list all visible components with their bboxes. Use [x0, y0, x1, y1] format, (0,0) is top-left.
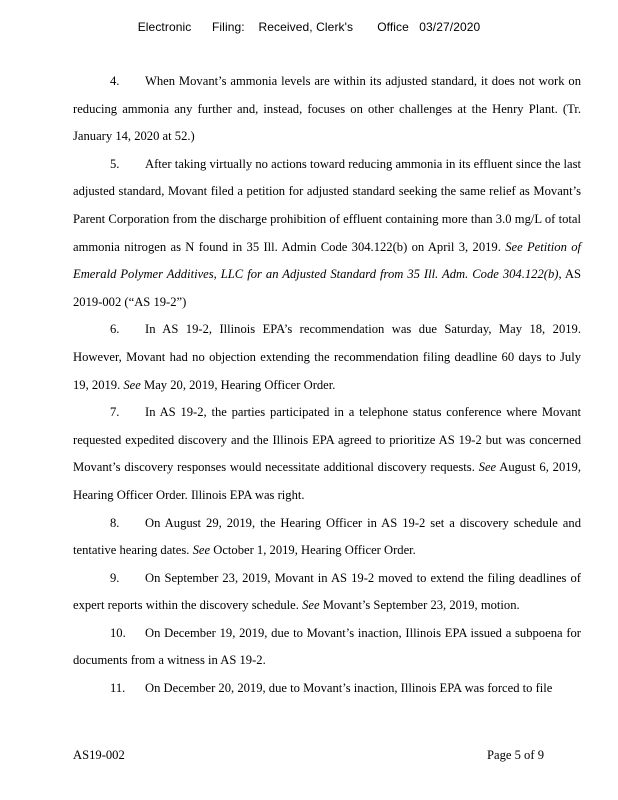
header-electronic: Electronic — [137, 20, 192, 34]
paragraph-number: 9. — [110, 570, 120, 585]
header-filing: Filing: — [211, 20, 245, 34]
paragraph-number: 11. — [110, 681, 126, 696]
paragraph-number: 5. — [110, 156, 120, 171]
header-date: 03/27/2020 — [419, 20, 481, 34]
paragraph-text-tail: October 1, 2019, Hearing Officer Order. — [210, 543, 416, 558]
citation-italic: See — [123, 377, 141, 392]
paragraph-text-tail: August 6, 2019, Hearing Officer Order. Illinois EPA was right. — [73, 460, 582, 502]
footer-page-number: Page 5 of 9 — [486, 748, 544, 762]
paragraph-text: In AS 19-2, Illinois EPA’s recommendation was due Saturday, May 18, 2019. However, Movant had no objection extending the recommendation filing deadline 60 days to July 19, 2019. — [73, 322, 581, 392]
document-body — [73, 68, 581, 703]
paragraph-text-tail: Movant’s September 23, 2019, motion. — [319, 598, 520, 613]
paragraph-text: On September 23, 2019, Movant in AS 19-2 moved to extend the filing deadlines of expert reports within the discovery schedule. — [73, 570, 581, 613]
paragraph-number: 7. — [110, 405, 120, 420]
paragraph-text-tail: May 20, 2019, Hearing Officer Order. — [140, 377, 336, 392]
paragraph-10 — [73, 620, 581, 675]
citation-italic: See — [478, 460, 497, 475]
paragraph-text: On August 29, 2019, the Hearing Officer in AS 19-2 set a discovery schedule and tentative hearing dates. — [73, 515, 581, 558]
paragraph-number: 4. — [110, 74, 120, 88]
paragraph-6 — [73, 316, 581, 399]
paragraph-7 — [73, 399, 581, 509]
paragraph-number: 10. — [110, 625, 126, 640]
paragraph-text: When Movant’s ammonia levels are within its adjusted standard, it does not work on reducing ammonia any further and, instead, focuses on other challenges at the Henry Plant. (Tr. January 14, 2020 at 52.) — [73, 74, 581, 144]
paragraph-number: 6. — [110, 322, 120, 337]
paragraph-9 — [73, 565, 581, 620]
paragraph-text-tail: , AS 2019-002 (“AS 19-2”) — [73, 267, 581, 309]
paragraph-text: After taking virtually no actions toward reducing ammonia in its effluent since the last adjusted standard, Movant filed a petition for adjusted standard seeking the same relief as Movant’s Parent Corporation from the discharge prohibition of effluent containing more than 3.0 mg/L of total ammonia nitrogen as N found in 35 Ill. Admin Code 304.122(b) on April 3, 2019. — [73, 156, 581, 254]
citation-italic: See — [192, 543, 211, 558]
paragraph-11 — [73, 675, 581, 703]
paragraph-4 — [73, 68, 581, 151]
paragraph-text: On December 19, 2019, due to Movant’s inaction, Illinois EPA issued a subpoena for documents from a witness in AS 19-2. — [73, 625, 581, 668]
footer-case-number: AS19-002 — [73, 748, 125, 762]
paragraph-8 — [73, 510, 581, 565]
citation-italic: See Petition of Emerald Polymer Additives, LLC for an Adjusted Standard from 35 Ill. Adm. Code 304.122(b) — [73, 239, 581, 282]
paragraph-text: In AS 19-2, the parties participated in a telephone status conference where Movant requested expedited discovery and the Illinois EPA agreed to prioritize AS 19-2 but was concerned Movant’s discovery responses would necessitate additional discovery requests. — [73, 405, 581, 475]
electronic-filing-header — [0, 20, 618, 34]
paragraph-text: On December 20, 2019, due to Movant’s inaction, Illinois EPA was forced to file — [145, 681, 553, 696]
header-received: Received, Clerk's — [258, 20, 354, 34]
paragraph-number: 8. — [110, 515, 120, 530]
citation-italic: See — [302, 598, 320, 613]
paragraph-5 — [73, 151, 581, 317]
header-office: Office — [377, 20, 409, 34]
